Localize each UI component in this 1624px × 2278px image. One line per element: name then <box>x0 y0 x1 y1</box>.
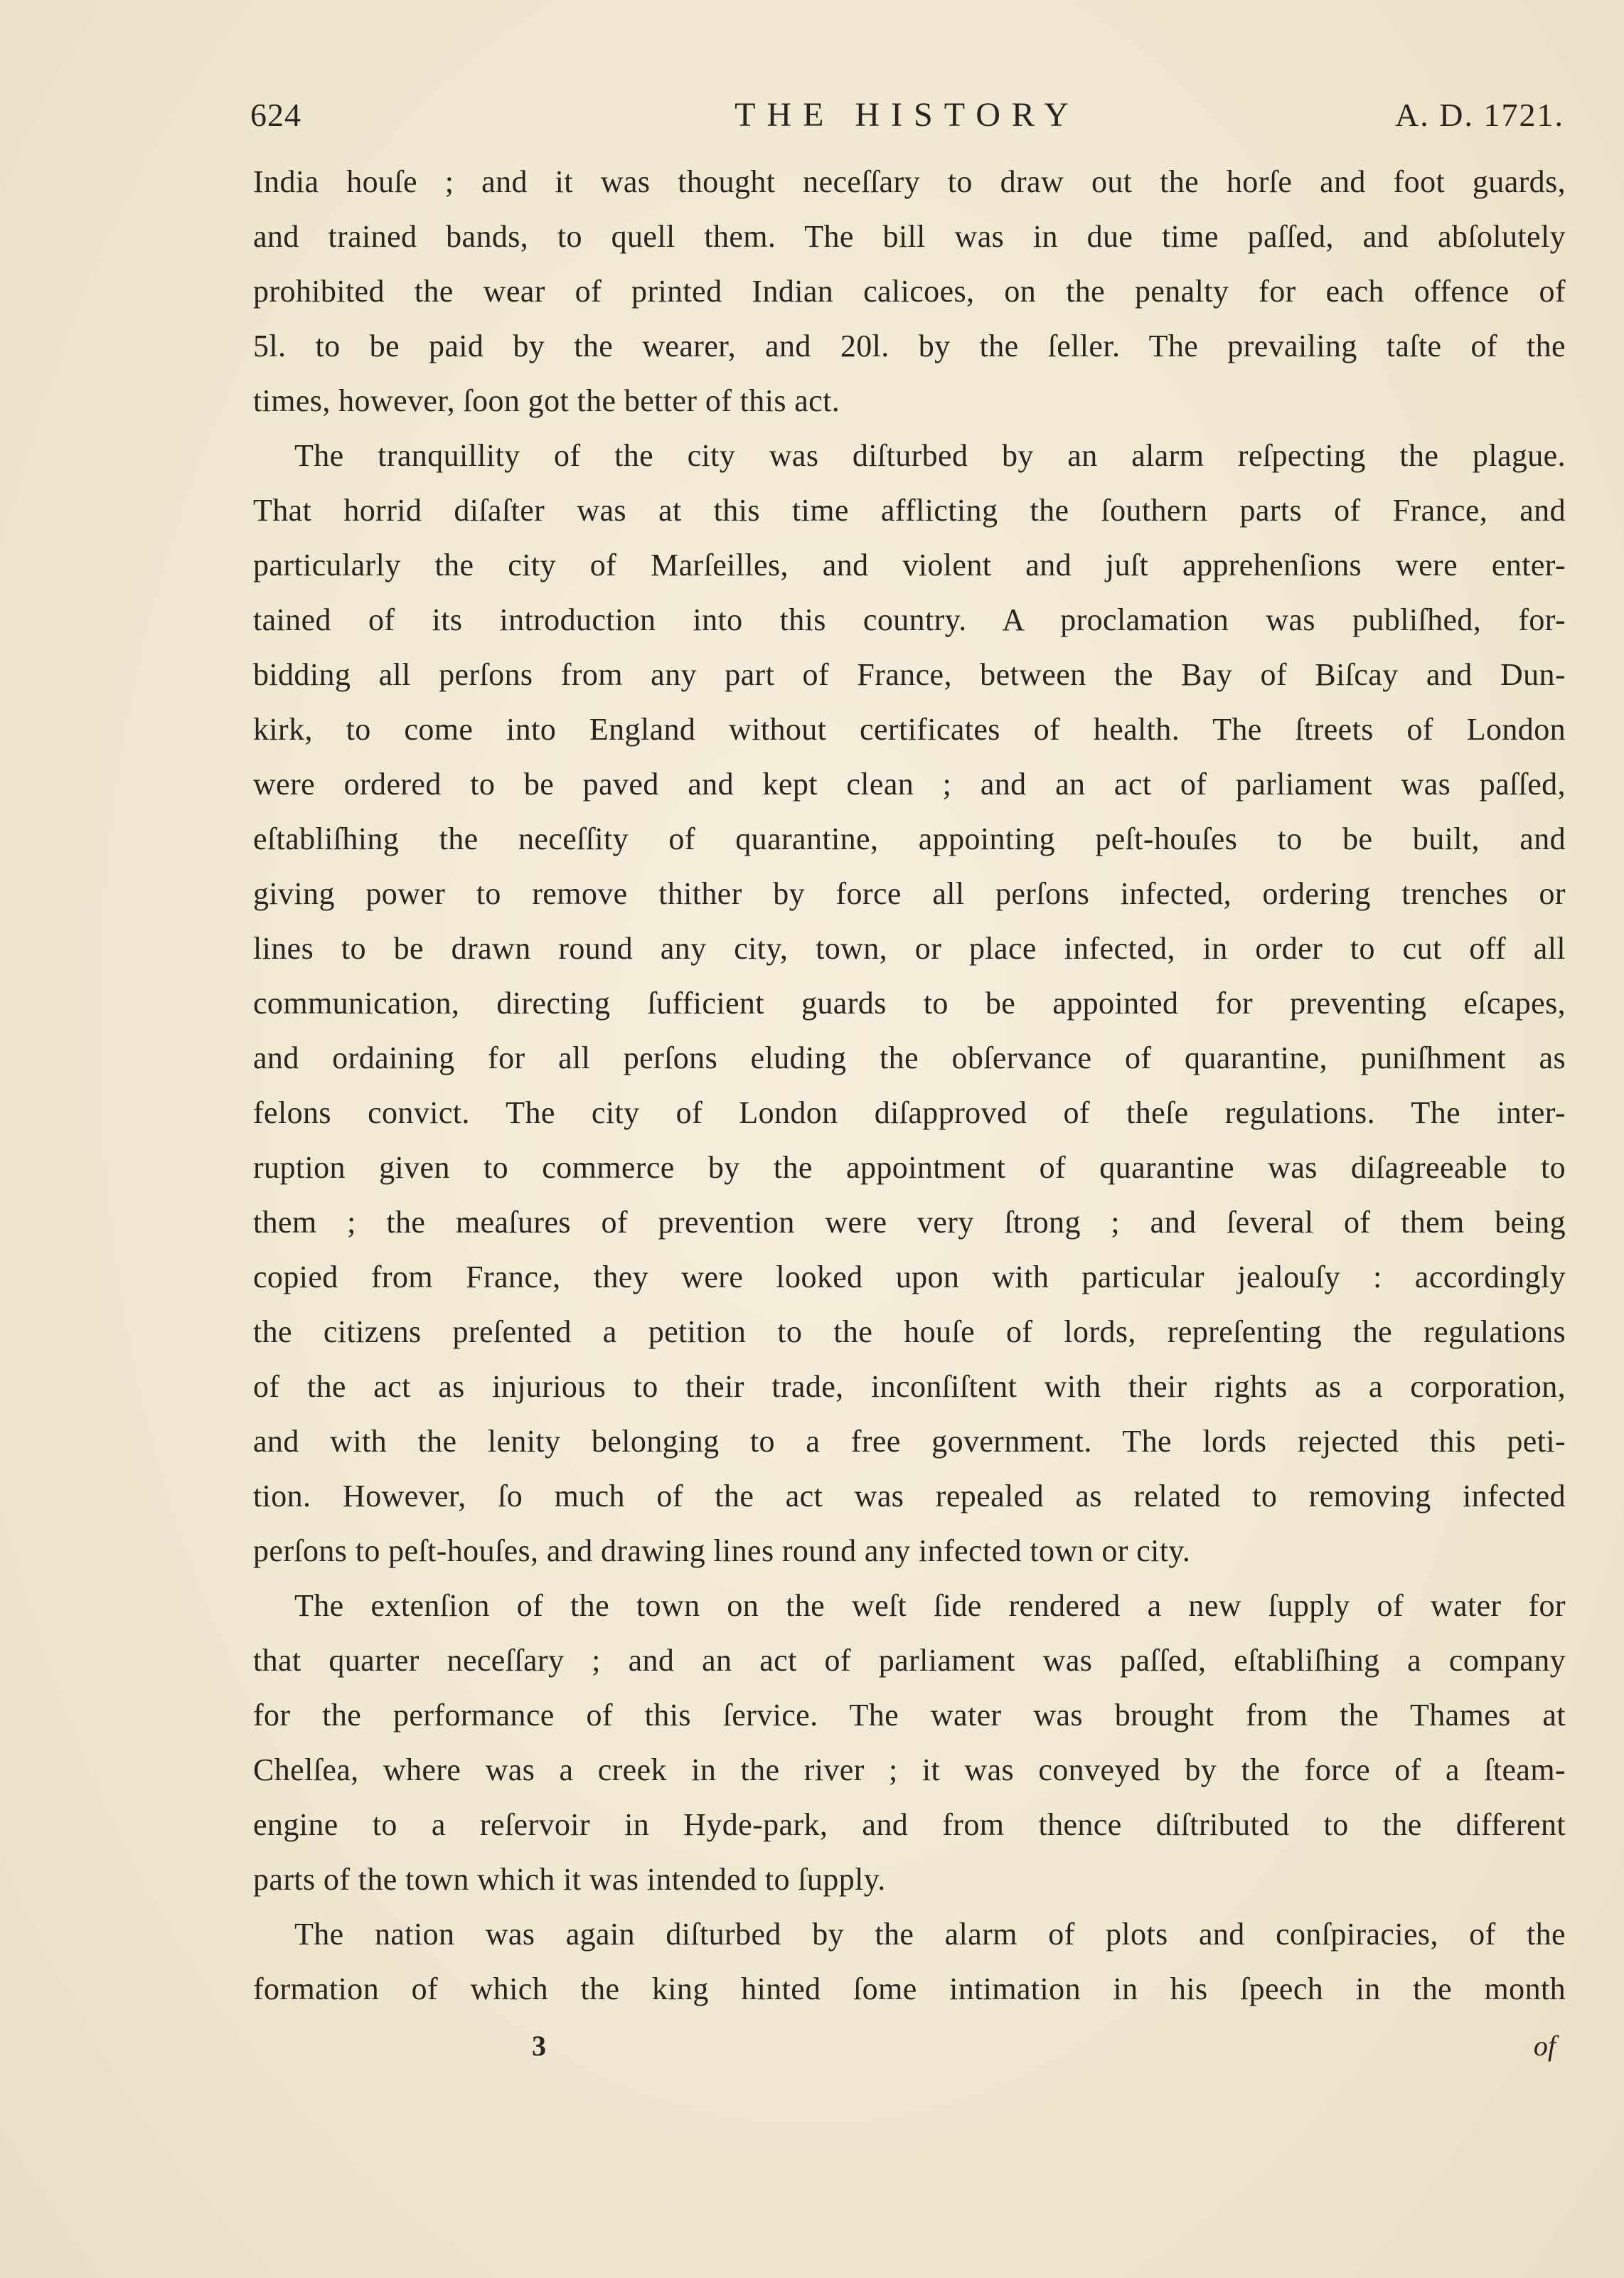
text-line: times, however, ſoon got the better of this act. <box>253 383 840 418</box>
text-line: communication, directing ſufficient guards to be appointed for preventing eſcapes, <box>253 986 1566 1021</box>
text-line: of the act as injurious to their trade, inconſiſtent with their rights as a corporation, <box>253 1369 1566 1404</box>
paragraph <box>253 428 1566 1578</box>
text-line: and with the lenity belonging to a free government. The lords rejected this peti- <box>253 1424 1566 1459</box>
paragraph <box>253 1907 1566 2016</box>
text-line: kirk, to come into England without certificates of health. The ſtreets of London <box>253 712 1566 747</box>
text-line: tion. However, ſo much of the act was repealed as related to removing infected <box>253 1479 1566 1513</box>
text-line: Chelſea, where was a creek in the river ; it was conveyed by the force of a ſteam- <box>253 1752 1566 1787</box>
text-line: engine to a reſervoir in Hyde-park, and from thence diſtributed to the different <box>253 1807 1566 1842</box>
text-line: lines to be drawn round any city, town, or place infected, in order to cut off all <box>253 931 1566 966</box>
text-line: were ordered to be paved and kept clean ; and an act of parliament was paſſed, <box>253 767 1566 802</box>
text-line: perſons to peſt-houſes, and drawing lines round any infected town or city. <box>253 1533 1191 1568</box>
text-line: India houſe ; and it was thought neceſſary to draw out the horſe and foot guards, <box>253 164 1566 199</box>
text-line: copied from France, they were looked upon with particular jealouſy : accordingly <box>253 1260 1566 1294</box>
text-line: the citizens preſented a petition to the houſe of lords, repreſenting the regulations <box>253 1314 1566 1349</box>
text-line: eſtabliſhing the neceſſity of quarantine, appointing peſt-houſes to be built, and <box>253 821 1566 856</box>
text-line: that quarter neceſſary ; and an act of parliament was paſſed, eſtabliſhing a company <box>253 1643 1566 1678</box>
paragraph <box>253 154 1566 428</box>
text-line: 5l. to be paid by the wearer, and 20l. by the ſeller. The prevailing taſte of the <box>253 329 1566 363</box>
body-text <box>253 154 1566 2016</box>
text-line: tained of its introduction into this country. A proclamation was publiſhed, for- <box>253 602 1566 637</box>
catchword: of <box>1533 2030 1556 2062</box>
page-number: 624 <box>250 97 301 133</box>
running-date: A. D. 1721. <box>1395 97 1564 133</box>
paragraph <box>253 1578 1566 1907</box>
text-line: The nation was again diſturbed by the alarm of plots and conſpiracies, of the <box>294 1917 1566 1952</box>
text-line: for the performance of this ſervice. The water was brought from the Thames at <box>253 1698 1566 1733</box>
text-line: ruption given to commerce by the appointment of quarantine was diſagreeable to <box>253 1150 1566 1185</box>
text-line: particularly the city of Marſeilles, and violent and juſt apprehenſions were enter- <box>253 548 1566 582</box>
signature-mark: 3 <box>532 2030 546 2062</box>
text-line: bidding all perſons from any part of France, between the Bay of Biſcay and Dun- <box>253 657 1566 692</box>
running-head <box>250 87 1564 144</box>
text-line: giving power to remove thither by force all perſons infected, ordering trenches or <box>253 876 1566 911</box>
text-line: formation of which the king hinted ſome intimation in his ſpeech in the month <box>253 1971 1566 2006</box>
text-line: prohibited the wear of printed Indian calicoes, on the penalty for each offence of <box>253 274 1566 309</box>
text-line: and trained bands, to quell them. The bill was in due time paſſed, and abſolutely <box>253 219 1566 254</box>
text-line: The extenſion of the town on the weſt ſide rendered a new ſupply of water for <box>294 1588 1566 1623</box>
text-line: The tranquillity of the city was diſturbed by an alarm reſpecting the plague. <box>294 438 1566 473</box>
running-title: THE HISTORY <box>734 96 1080 134</box>
page-footer <box>253 2018 1566 2075</box>
text-line: and ordaining for all perſons eluding the obſervance of quarantine, puniſhment as <box>253 1040 1566 1075</box>
text-line: them ; the meaſures of prevention were very ſtrong ; and ſeveral of them being <box>253 1205 1566 1240</box>
text-line: parts of the town which it was intended to ſupply. <box>253 1862 886 1897</box>
text-line: That horrid diſaſter was at this time afflicting the ſouthern parts of France, and <box>253 493 1566 528</box>
text-line: felons convict. The city of London diſapproved of theſe regulations. The inter- <box>253 1095 1566 1130</box>
